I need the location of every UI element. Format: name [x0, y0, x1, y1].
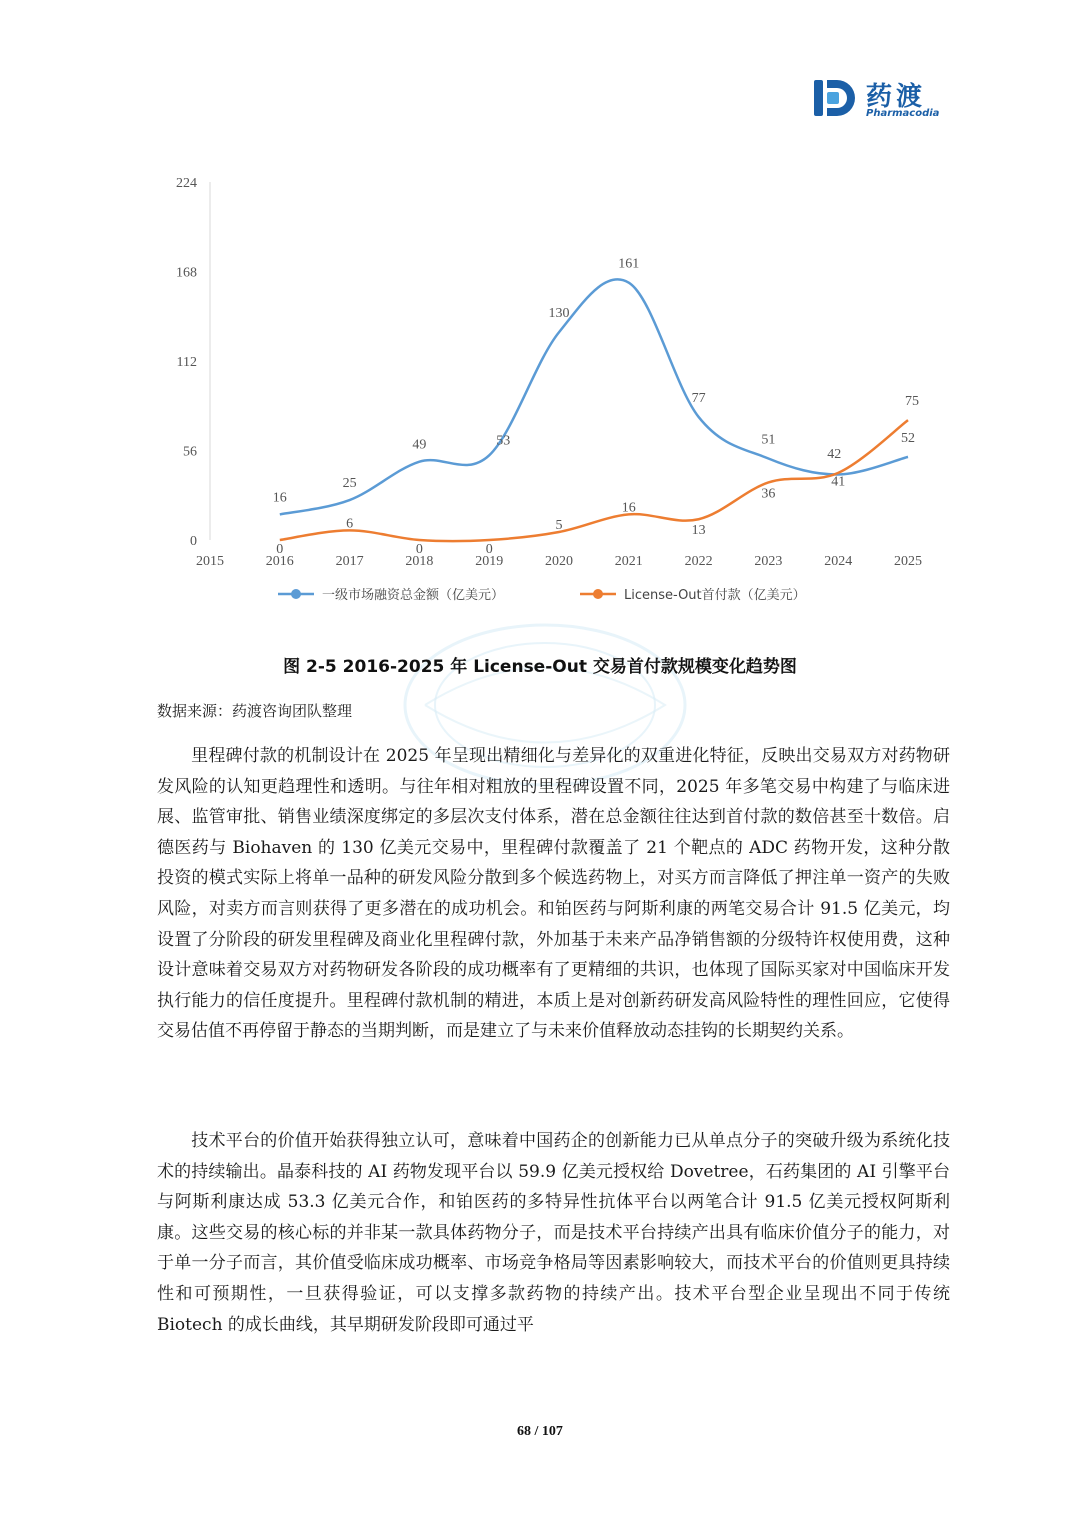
x-tick-label: 2020	[545, 554, 573, 569]
x-tick-label: 2015	[196, 554, 224, 569]
figure-caption: 图 2-5 2016-2025 年 License-Out 交易首付款规模变化趋势图	[283, 657, 797, 677]
y-tick-label: 112	[176, 355, 197, 370]
data-label: 13	[691, 523, 706, 539]
y-tick-label: 168	[176, 265, 197, 281]
data-label: 75	[905, 394, 919, 410]
data-label: 16	[272, 490, 287, 506]
paragraph-1-text: 里程碑付款的机制设计在 2025 年呈现出精细化与差异化的双重进化特征，反映出交易双方对药物研发风险的认知更趋理性和透明。与往年相对粗放的里程碑设置不同，2025 年多笔交易中构建了与临床进展、监管审批、销售业绩深度绑定的多层次支付体系，潜在总金额往往达到首付款的数倍甚至十数倍。启德医药与 Biohaven 的 130 亿美元交易中，里程碑付款覆盖了 21 个靶点的 ADC 药物开发，这种分散投资的模式实际上将单一品种的研发风险分散到多个候选药物上，对买方而言降低了押注单一资产的失败风险，对卖方而言则获得了更多潜在的成功机会。和铂医药与阿斯利康的两笔交易合计 91.5 亿美元，均设置了分阶段的研发里程碑及商业化里程碑付款，外加基于未来产品净销售额的分级特许权使用费，这种设计意味着交易双方对药物研发各阶段的成功概率有了更精细的共识，也体现了国际买家对中国临床开发执行能力的信任度提升。里程碑付款机制的精进，本质上是对创新药研发高风险特性的理性回应，它使得交易估值不再停留于静态的当期判断，而是建立了与未来价值释放动态挂钩的长期契约关系。	[157, 746, 950, 1042]
chart-legend	[278, 587, 806, 603]
legend-label: License-Out首付款（亿美元）	[624, 588, 806, 603]
x-tick-label: 2016	[265, 554, 294, 569]
data-label: 0	[485, 542, 493, 557]
y-tick-label: 0	[190, 534, 197, 549]
data-label: 0	[415, 542, 423, 557]
line-chart	[150, 160, 940, 620]
chart-axes	[176, 176, 922, 569]
data-label: 49	[412, 437, 427, 453]
data-label: 51	[761, 432, 776, 448]
x-tick-label: 2024	[824, 554, 853, 569]
data-label: 16	[621, 500, 636, 516]
data-label: 77	[691, 390, 706, 406]
data-label: 130	[548, 306, 570, 322]
logo-name-en: Pharmacodia	[866, 108, 940, 119]
logo-name-cn: 药渡	[866, 82, 927, 112]
x-tick-label: 2021	[614, 554, 643, 569]
paragraph-2-text: 技术平台的价值开始获得独立认可，意味着中国药企的创新能力已从单点分子的突破升级为系统化技术的持续输出。晶泰科技的 AI 药物发现平台以 59.9 亿美元授权给 Dovetree，石药集团的 AI 引擎平台与阿斯利康达成 53.3 亿美元合作，和铂医药的多特异性抗体平台以两笔合计 91.5 亿美元授权阿斯利康。这些交易的核心标的并非某一款具体药物分子，而是技术平台持续产出具有临床价值分子的能力，对于单一分子而言，其价值受临床成功概率、市场竞争格局等因素影响较大，而技术平台的价值则更具持续性和可预期性，一旦获得验证，可以支撑多款药物的持续产出。技术平台型企业呈现出不同于传统 Biotech 的成长曲线，其早期研发阶段即可通过平	[157, 1131, 950, 1335]
data-label: 53	[496, 433, 511, 449]
data-label: 5	[555, 518, 563, 534]
x-tick-label: 2025	[894, 554, 922, 569]
x-tick-label: 2017	[335, 554, 364, 569]
legend-swatch-marker	[291, 589, 301, 599]
chart-data-labels	[273, 257, 919, 557]
data-label: 36	[761, 486, 776, 502]
paragraph-2	[157, 1126, 950, 1340]
data-label: 42	[827, 446, 842, 462]
chart-series-lines	[280, 279, 908, 541]
x-tick-label: 2023	[754, 554, 783, 569]
data-label: 25	[342, 476, 357, 492]
data-label: 52	[901, 430, 915, 446]
y-tick-label: 224	[176, 176, 197, 191]
data-label: 6	[346, 516, 354, 532]
data-label: 161	[618, 256, 640, 272]
data-label: 0	[276, 542, 284, 557]
legend-swatch-marker	[593, 589, 603, 599]
legend-label: 一级市场融资总金额（亿美元）	[322, 588, 505, 603]
x-tick-label: 2022	[684, 554, 713, 569]
data-label: 41	[831, 474, 846, 490]
page-number: 68 / 107	[517, 1424, 563, 1439]
paragraph-1	[157, 741, 950, 1047]
pharmacodia-logo	[812, 74, 952, 126]
x-tick-label: 2018	[405, 554, 434, 569]
y-tick-label: 56	[183, 444, 197, 460]
figure-source: 数据来源：药渡咨询团队整理	[157, 702, 353, 720]
x-tick-label: 2019	[475, 554, 504, 569]
series-line-2	[280, 420, 908, 541]
logo-mark-icon	[812, 74, 860, 122]
